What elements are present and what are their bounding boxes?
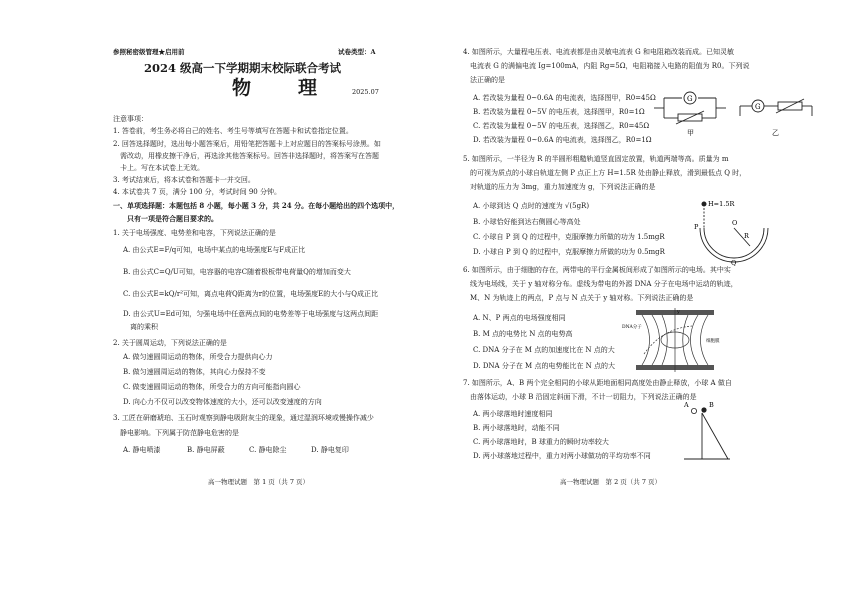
question-6-option-b: B. M 点的电势比 N 点的电势高: [473, 330, 573, 338]
section-heading: 一、单项选择题：本题包括 8 小题，每小题 3 分，共 24 分。在每小题给出的四个选项中，: [113, 201, 400, 210]
question-2-stem: 2. 关于圆周运动，下列说法正确的是: [113, 339, 227, 347]
question-7-stem: 7. 如图所示，A、B 两个完全相同的小球从距地面相同高度处由静止释放，小球 A 做自: [463, 379, 732, 387]
paper-type: 试卷类型：A: [338, 48, 376, 56]
question-2-option-a: A. 做匀速圆周运动的物体，所受合力提供向心力: [123, 353, 273, 361]
circuit-diagrams: [654, 88, 814, 138]
question-4-stem-cont: 电流表 G 的满偏电流 Ig=100mA，内阻 Rg=5Ω，电阻箱接入电路的阻值为 R0。下列说: [463, 62, 750, 70]
question-4-stem: 4. 如图所示，大量程电压表、电流表都是由灵敏电流表 G 和电阻箱改装而成。已知灵敏: [463, 48, 734, 56]
question-4-option-d: D. 若改装为量程 0~0.6A 的电流表，选择图乙，R0=1Ω: [473, 136, 652, 144]
question-5-stem: 5. 如图所示，一半径为 R 的半圆形粗糙轨道竖直固定放置，轨道两端等高。质量为 m: [463, 155, 729, 163]
question-5-option-c: C. 小球自 P 到 Q 的过程中，克服摩擦力所做的功为 1.5mgR: [473, 233, 665, 241]
question-6-option-c: C. DNA 分子在 M 点的加速度比在 N 点的大: [473, 346, 615, 354]
question-2-option-c: C. 做变速圆周运动的物体，所受合力的方向可能指向圆心: [123, 383, 301, 391]
question-5-option-b: B. 小球恰好能到达右侧圆心等高处: [473, 218, 581, 226]
page-footer: 高一物理试题 第 1 页（共 7 页）: [208, 478, 310, 486]
question-1-option-d: D. 由公式U=Ed可知，匀强电场中任意两点间的电势差等于电场强度与这两点间距: [123, 310, 379, 318]
question-5-option-d: D. 小球自 P 到 Q 的过程中，克服摩擦力所做的功为 0.5mgR: [473, 248, 665, 256]
confidential-header: 参照秘密级管理★启用前: [113, 48, 185, 56]
label-r: R: [744, 232, 749, 240]
question-3-stem: 3. 工匠在研磨琥珀、玉石时观察到静电吸附灰尘的现象，通过湿润环境或慢操作减少: [113, 414, 374, 422]
label-q: Q: [731, 259, 737, 266]
question-5-option-a: A. 小球到达 Q 点时的速度为 √(5gR): [473, 202, 590, 210]
question-7-option-a: A. 两小球落地时速度相同: [473, 410, 553, 418]
question-1-option-b: B. 由公式C=Q/U可知，电容器的电容C随着极板带电荷量Q的增加而变大: [123, 268, 351, 276]
parallel-plate-field-diagram: [622, 306, 724, 374]
notes-title: 注意事项：: [113, 115, 148, 123]
exam-page-2: [430, 0, 860, 608]
note-line: 需改动，用橡皮擦干净后，再选涂其他答案标号。回答非选择题时，将答案写在答题: [113, 152, 379, 160]
exam-title: 2024 级高一下学期期末校际联合考试: [144, 61, 342, 75]
question-5-stem-cont: 的可视为质点的小球自轨道左侧 P 点正上方 H=1.5R 处由静止释放，滑到最低点 Q 时，: [463, 169, 747, 177]
incline-diagram: [682, 399, 732, 463]
label-b: B: [709, 401, 714, 409]
label-p: P: [694, 223, 699, 231]
question-6-stem: 6. 如图所示，由于细胞的存在，两带电的平行金属板间形成了如图所示的电场。其中实: [463, 266, 731, 274]
question-4-option-c: C. 若改装为量程 0~5V 的电压表，选择图乙，R0=45Ω: [473, 122, 650, 130]
note-line: 2. 回答选择题时，选出每小题答案后，用铅笔把答题卡上对应题目的答案标号涂黑。如: [113, 140, 381, 148]
svg-text:G: G: [755, 103, 761, 111]
subject-title: 物 理: [232, 77, 332, 99]
note-line: 4. 本试卷共 7 页，满分 100 分，考试时间 90 分钟。: [113, 188, 281, 196]
figure-label-jia: 甲: [687, 129, 694, 137]
question-2-option-b: B. 做匀速圆周运动的物体，其向心力保持不变: [123, 368, 266, 376]
question-7-stem-cont: 由落体运动，小球 B 沿固定斜面下滑，不计一切阻力，下列说法正确的是: [463, 393, 697, 401]
question-1-option-c: C. 由公式E=kQ/r²可知，离点电荷Q距离为r的位置，电场强度E的大小与Q成正比: [123, 290, 378, 298]
label-h: H=1.5R: [708, 200, 735, 208]
question-6-stem-cont: 线为电场线，关于 y 轴对称分布。虚线为带电的外源 DNA 分子在电场中运动的轨迹，: [463, 280, 738, 288]
label-y: y: [677, 309, 680, 315]
semicircle-track-diagram: [688, 196, 778, 266]
question-1-stem: 1. 关于电场强度、电势差和电容，下列说法正确的是: [113, 229, 276, 237]
question-1-option-d-cont: 离的乘积: [123, 323, 158, 331]
note-line: 卡上。写在本试卷上无效。: [113, 164, 204, 172]
section-heading: 只有一项是符合题目要求的。: [113, 214, 218, 223]
note-line: 1. 答卷前，考生务必将自己的姓名、考生号等填写在答题卡和试卷指定位置。: [113, 127, 353, 135]
question-6-stem-cont: M、N 为轨迹上的两点，P 点与 N 点关于 y 轴对称。下列说法正确的是: [463, 294, 694, 302]
question-4-option-a: A. 若改装为量程 0~0.6A 的电流表，选择图甲，R0=45Ω: [473, 94, 656, 102]
svg-text:G: G: [687, 95, 693, 103]
question-1-option-a: A. 由公式E=F/q可知，电场中某点的电场强度E与F成正比: [123, 246, 306, 254]
exam-date: 2025.07: [352, 88, 379, 96]
question-7-option-b: B. 两小球落地时，动能不同: [473, 424, 560, 432]
figure-label-yi: 乙: [772, 129, 779, 137]
page-footer: 高一物理试题 第 2 页（共 7 页）: [560, 478, 662, 486]
question-7-option-d: D. 两小球落地过程中，重力对两小球做功的平均功率不同: [473, 452, 651, 460]
question-3-option-c: C. 静电除尘: [249, 446, 287, 454]
question-6-option-d: D. DNA 分子在 M 点的电势能比在 N 点的大: [473, 362, 616, 370]
question-6-option-a: A. N、P 两点的电场强度相同: [473, 314, 566, 322]
label-cell: 细胞膜: [706, 339, 720, 344]
question-3-option-b: B. 静电屏蔽: [187, 446, 225, 454]
question-2-option-d: D. 向心力不仅可以改变物体速度的大小，还可以改变速度的方向: [123, 398, 322, 406]
question-5-stem-cont: 对轨道的压力为 3mg，重力加速度为 g，下列说法正确的是: [463, 183, 656, 191]
question-3-option-d: D. 静电复印: [311, 446, 349, 454]
label-a: A: [684, 401, 689, 409]
question-4-option-b: B. 若改装为量程 0~5V 的电压表，选择图甲，R0=1Ω: [473, 108, 645, 116]
question-3-stem-cont: 静电影响。下列属于防范静电危害的是: [113, 429, 239, 437]
question-4-stem-cont: 法正确的是: [463, 76, 505, 84]
question-7-option-c: C. 两小球落地时，B 球重力的瞬时功率较大: [473, 438, 609, 446]
label-o: O: [732, 219, 738, 227]
question-3-option-a: A. 静电喷漆: [123, 446, 161, 454]
note-line: 3. 考试结束后，将本试卷和答题卡一并交回。: [113, 176, 255, 184]
label-dna: DNA分子: [622, 325, 642, 330]
